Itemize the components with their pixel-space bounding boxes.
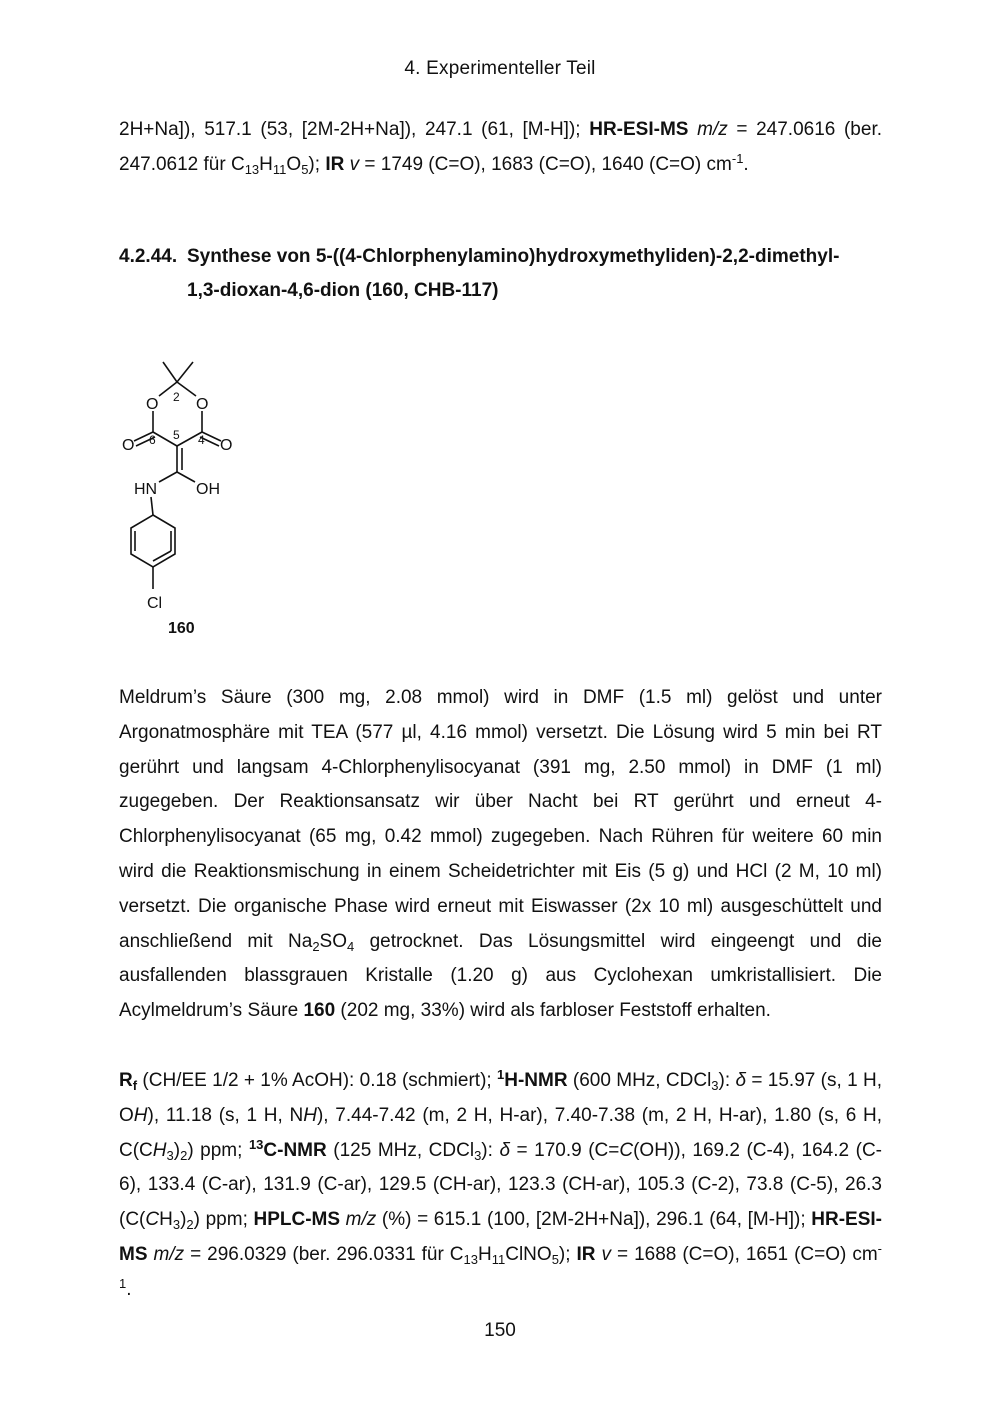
structure-labels — [122, 390, 232, 612]
running-header: 4. Experimenteller Teil — [404, 58, 596, 79]
analytical-data: $R_f$ (CH/EE 1/2 + 1% AcOH): 0.18 (schmiert); $^1$H-NMR (600 MHz, CDCl$_3$): δ = 15.97 (s, 1 H, OH), 11.18 (s, 1 H, NH), 7.44-7.42 (m, 2 H, H-ar), 7.40-7.38 (m, 2 H, H-ar), 1.80 (s, 6 H, $C(CH_3)_2$) ppm; $^{13}$C-NMR (125 MHz, CDCl$_3$): δ = 170.9 (C=C(OH)), 169.2 (C-4), 164.2 (C-6), 133.4 (C-ar), 131.9 (C-ar), 129.5 (CH-ar), 123.3 (CH-ar), 105.3 (C-2), 73.8 (C-5), 26.3 $(C(CH_3)_2)$ ppm; HPLC-MS m/z (%) = 615.1 (100, [2M-2H+Na]), 296.1 (64, [M-H]); HR-ESI-MS m/z = 296.0329 (ber. 296.0331 für $C_{13}H_{11}ClNO_5$); IR v = 1688 (C=O), 1651 (C=O) $cm^{-1}$. — [119, 1067, 883, 1300]
section-heading — [119, 240, 889, 308]
chemical-structure — [110, 355, 250, 655]
synthesis-procedure: Meldrum’s Säure (300 mg, 2.08 mmol) wird in DMF (1.5 ml) gelöst und unter Argonatmosphäre mit TEA (577 µl, 4.16 mmol) versetzt. Die Lösung wird 5 min bei RT gerührt und langsam 4-Chlorphenylisocyanat (391 mg, 2.50 mmol) in DMF (1 ml) zugegeben. Der Reaktionsansatz wir über Nacht bei RT gerührt und erneut 4-Chlorphenylisocyanat (65 mg, 0.42 mmol) zugegeben. Nach Rühren für weitere 60 min wird die Reaktionsmischung in einem Scheidetrichter mit Eis (5 g) und HCl (2 M, 10 ml) versetzt. Die organische Phase wird erneut mit Eiswasser (2x 10 ml) ausgeschüttelt und anschließend mit $Na_2SO_4$ getrocknet. Das Lösungsmittel wird eingeengt und die ausfallenden blassgrauen Kristalle (1.20 g) aus Cyclohexan umkristallisiert. Die Acylmeldrum’s Säure 160 (202 mg, 33%) wird als farbloser Feststoff erhalten. — [119, 687, 882, 1022]
page-number: 150 — [484, 1320, 516, 1341]
section-number: 4.2.44. — [119, 246, 178, 267]
section-title-line1: Synthese von 5-((4-Chlorphenylamino)hydroxymethyliden)-2,2-dimethyl- — [187, 246, 840, 267]
ms-ir-continuation: 2H+Na]), 517.1 (53, [2M-2H+Na]), 247.1 (61, [M-H]); HR-ESI-MS m/z = 247.0616 (ber. 247.0612 für $C_{13}H_{11}O_5$); IR v = 1749 (C=O), 1683 (C=O), 1640 (C=O) $cm^{-1}$. — [119, 119, 883, 177]
position-4: 4 — [198, 433, 205, 447]
atom-o-ring-right: O — [196, 396, 209, 413]
section-title-line2: 1,3-dioxan-4,6-dion (160, CHB-117) — [187, 280, 499, 301]
position-2: 2 — [173, 390, 180, 404]
position-6: 6 — [149, 433, 156, 447]
atom-nh: HN — [134, 481, 158, 498]
compound-number: 160 — [168, 620, 195, 637]
atom-oh: OH — [196, 481, 220, 498]
atom-o-carbonyl-right: O — [220, 437, 233, 454]
atom-o-ring-left: O — [146, 396, 159, 413]
atom-cl: Cl — [147, 595, 163, 612]
atom-o-carbonyl-left: O — [122, 437, 135, 454]
position-5: 5 — [173, 428, 180, 442]
